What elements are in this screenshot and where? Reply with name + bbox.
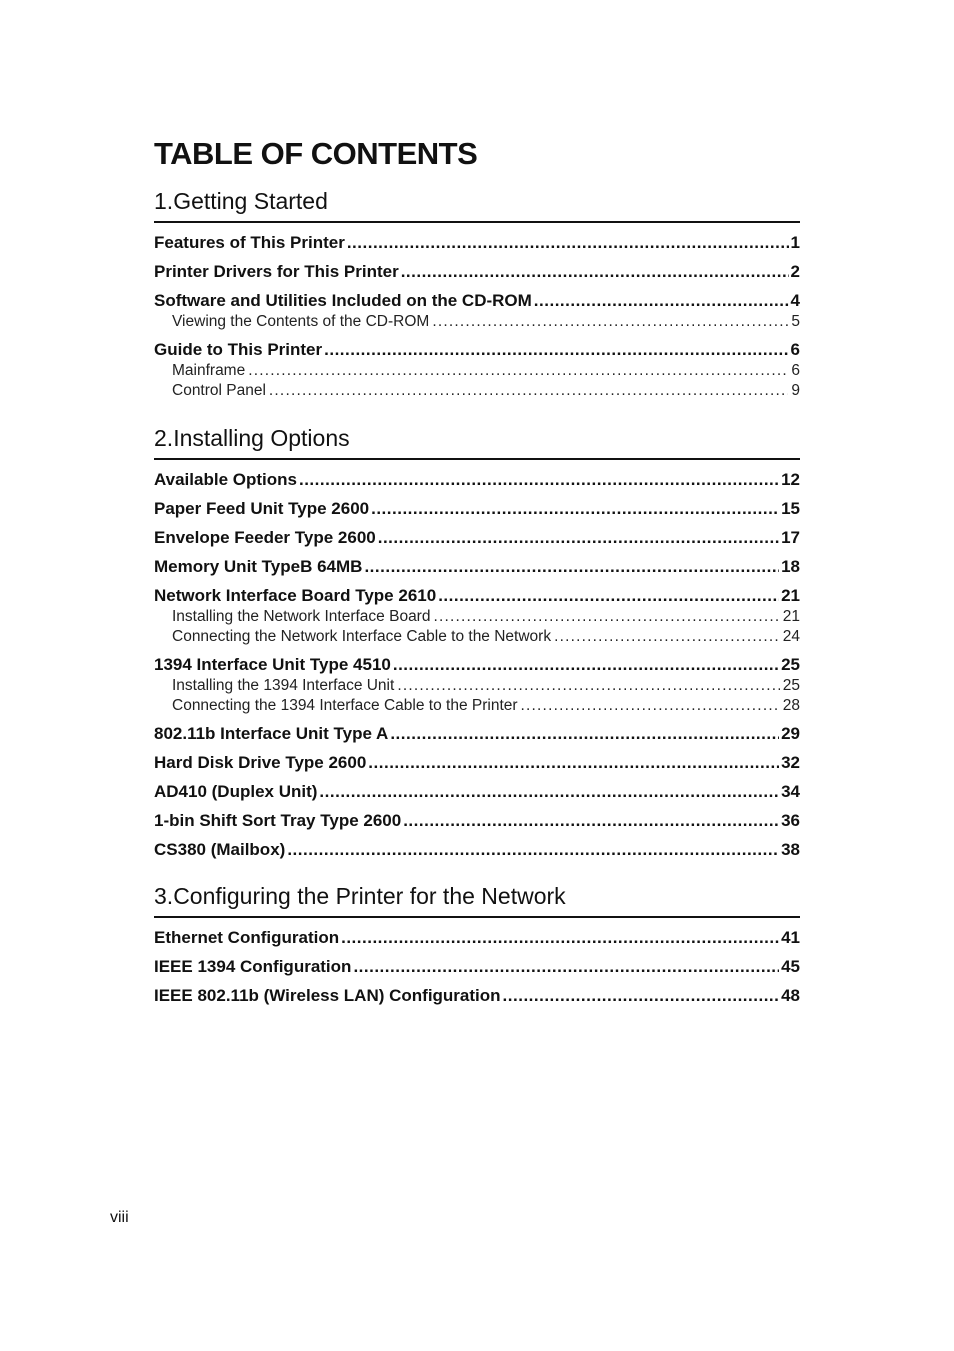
entry-label: IEEE 1394 Configuration: [154, 957, 352, 976]
chapter-number: 1.: [154, 188, 174, 214]
entry-label: Guide to This Printer: [154, 340, 323, 359]
entry-page: 21: [782, 608, 800, 625]
dot-leader: [368, 752, 779, 774]
entry-page: 12: [781, 470, 800, 489]
entry-page: 25: [782, 677, 800, 694]
chapter-title: Configuring the Printer for the Network: [173, 883, 566, 909]
entry-page: 9: [791, 382, 800, 399]
entry-label: IEEE 802.11b (Wireless LAN) Configuration: [154, 986, 501, 1005]
entry-label: Viewing the Contents of the CD-ROM: [172, 313, 430, 330]
entry-label: Connecting the Network Interface Cable to the Network: [172, 628, 552, 645]
toc-entry[interactable]: [154, 752, 800, 774]
entry-label: Available Options: [154, 470, 297, 489]
entry-page: 2: [790, 262, 800, 281]
entry-label: Software and Utilities Included on the CD-ROM: [154, 291, 532, 310]
page-number: viii: [110, 1209, 129, 1226]
entry-page: 34: [781, 782, 800, 801]
toc-entry[interactable]: [154, 261, 800, 283]
entry-label: 1-bin Shift Sort Tray Type 2600: [154, 811, 402, 830]
entry-label: Mainframe: [172, 362, 246, 379]
dot-leader: [248, 361, 788, 381]
entry-page: 36: [781, 811, 800, 830]
toc-subentry[interactable]: [154, 607, 800, 627]
toc-subentry[interactable]: [154, 381, 800, 401]
entry-page: 1: [790, 233, 800, 252]
toc-entry[interactable]: [154, 498, 800, 520]
entry-label: Features of This Printer: [154, 233, 345, 252]
dot-leader: [324, 339, 788, 361]
toc-subentry[interactable]: [154, 696, 800, 716]
entry-label: Memory Unit TypeB 64MB: [154, 557, 363, 576]
chapter-heading: [154, 186, 800, 223]
dot-leader: [378, 527, 779, 549]
entry-label: Ethernet Configuration: [154, 928, 340, 947]
chapter-title: Getting Started: [173, 188, 328, 214]
toc-entry[interactable]: [154, 469, 800, 491]
toc-entry[interactable]: [154, 556, 800, 578]
toc-entry[interactable]: [154, 585, 800, 607]
dot-leader: [353, 956, 779, 978]
entry-label: Control Panel: [172, 382, 266, 399]
entry-label: Installing the Network Interface Board: [172, 608, 431, 625]
dot-leader: [401, 261, 789, 283]
dot-leader: [432, 312, 788, 332]
entry-label: Installing the 1394 Interface Unit: [172, 677, 395, 694]
dot-leader: [364, 556, 779, 578]
chapter-entries: [154, 469, 800, 861]
chapter-number: 3.: [154, 883, 174, 909]
toc-entry[interactable]: [154, 956, 800, 978]
entry-label: Printer Drivers for This Printer: [154, 262, 399, 281]
chapter-entries: [154, 927, 800, 1007]
entry-page: 15: [781, 499, 800, 518]
chapter-heading: [154, 881, 800, 918]
entry-page: 29: [781, 724, 800, 743]
entry-page: 4: [790, 291, 800, 310]
dot-leader: [287, 839, 779, 861]
dot-leader: [397, 676, 779, 696]
entry-page: 21: [781, 586, 800, 605]
toc-subentry[interactable]: [154, 676, 800, 696]
entry-page: 5: [791, 313, 800, 330]
chapter-2: [154, 423, 800, 861]
toc-entry[interactable]: [154, 232, 800, 254]
dot-leader: [438, 585, 779, 607]
entry-label: Hard Disk Drive Type 2600: [154, 753, 367, 772]
toc-entry[interactable]: [154, 527, 800, 549]
chapter-entries: [154, 232, 800, 401]
entry-label: 1394 Interface Unit Type 4510: [154, 655, 391, 674]
toc-entry[interactable]: [154, 810, 800, 832]
chapter-heading: [154, 423, 800, 460]
chapter-title: Installing Options: [173, 425, 350, 451]
entry-page: 6: [791, 362, 800, 379]
entry-page: 17: [781, 528, 800, 547]
entry-page: 24: [782, 628, 800, 645]
dot-leader: [521, 696, 780, 716]
dot-leader: [503, 985, 780, 1007]
entry-page: 6: [790, 340, 800, 359]
toc-subentry[interactable]: [154, 312, 800, 332]
entry-page: 41: [781, 928, 800, 947]
toc-entry[interactable]: [154, 290, 800, 312]
entry-page: 32: [781, 753, 800, 772]
toc-entry[interactable]: [154, 339, 800, 361]
dot-leader: [341, 927, 779, 949]
entry-label: Paper Feed Unit Type 2600: [154, 499, 370, 518]
entry-label: AD410 (Duplex Unit): [154, 782, 318, 801]
entry-page: 18: [781, 557, 800, 576]
toc-entry[interactable]: [154, 839, 800, 861]
entry-label: Connecting the 1394 Interface Cable to the Printer: [172, 697, 518, 714]
page-title: TABLE OF CONTENTS: [154, 136, 478, 171]
dot-leader: [403, 810, 779, 832]
toc-entry[interactable]: [154, 781, 800, 803]
dot-leader: [299, 469, 779, 491]
entry-page: 28: [782, 697, 800, 714]
dot-leader: [390, 723, 779, 745]
dot-leader: [371, 498, 779, 520]
entry-label: Envelope Feeder Type 2600: [154, 528, 376, 547]
dot-leader: [347, 232, 789, 254]
toc-entry[interactable]: [154, 927, 800, 949]
entry-page: 25: [781, 655, 800, 674]
dot-leader: [319, 781, 779, 803]
toc-subentry[interactable]: [154, 627, 800, 647]
dot-leader: [269, 381, 788, 401]
entry-page: 38: [781, 840, 800, 859]
entry-page: 45: [781, 957, 800, 976]
entry-label: Network Interface Board Type 2610: [154, 586, 437, 605]
toc-entry[interactable]: [154, 723, 800, 745]
entry-label: 802.11b Interface Unit Type A: [154, 724, 389, 743]
entry-page: 48: [781, 986, 800, 1005]
chapter-number: 2.: [154, 425, 174, 451]
entry-label: CS380 (Mailbox): [154, 840, 286, 859]
dot-leader: [554, 627, 780, 647]
toc-entry[interactable]: [154, 985, 800, 1007]
toc-subentry[interactable]: [154, 361, 800, 381]
toc-entry[interactable]: [154, 654, 800, 676]
chapter-3: [154, 881, 800, 1007]
dot-leader: [393, 654, 779, 676]
dot-leader: [534, 290, 789, 312]
dot-leader: [433, 607, 779, 627]
chapter-1: [154, 186, 800, 401]
